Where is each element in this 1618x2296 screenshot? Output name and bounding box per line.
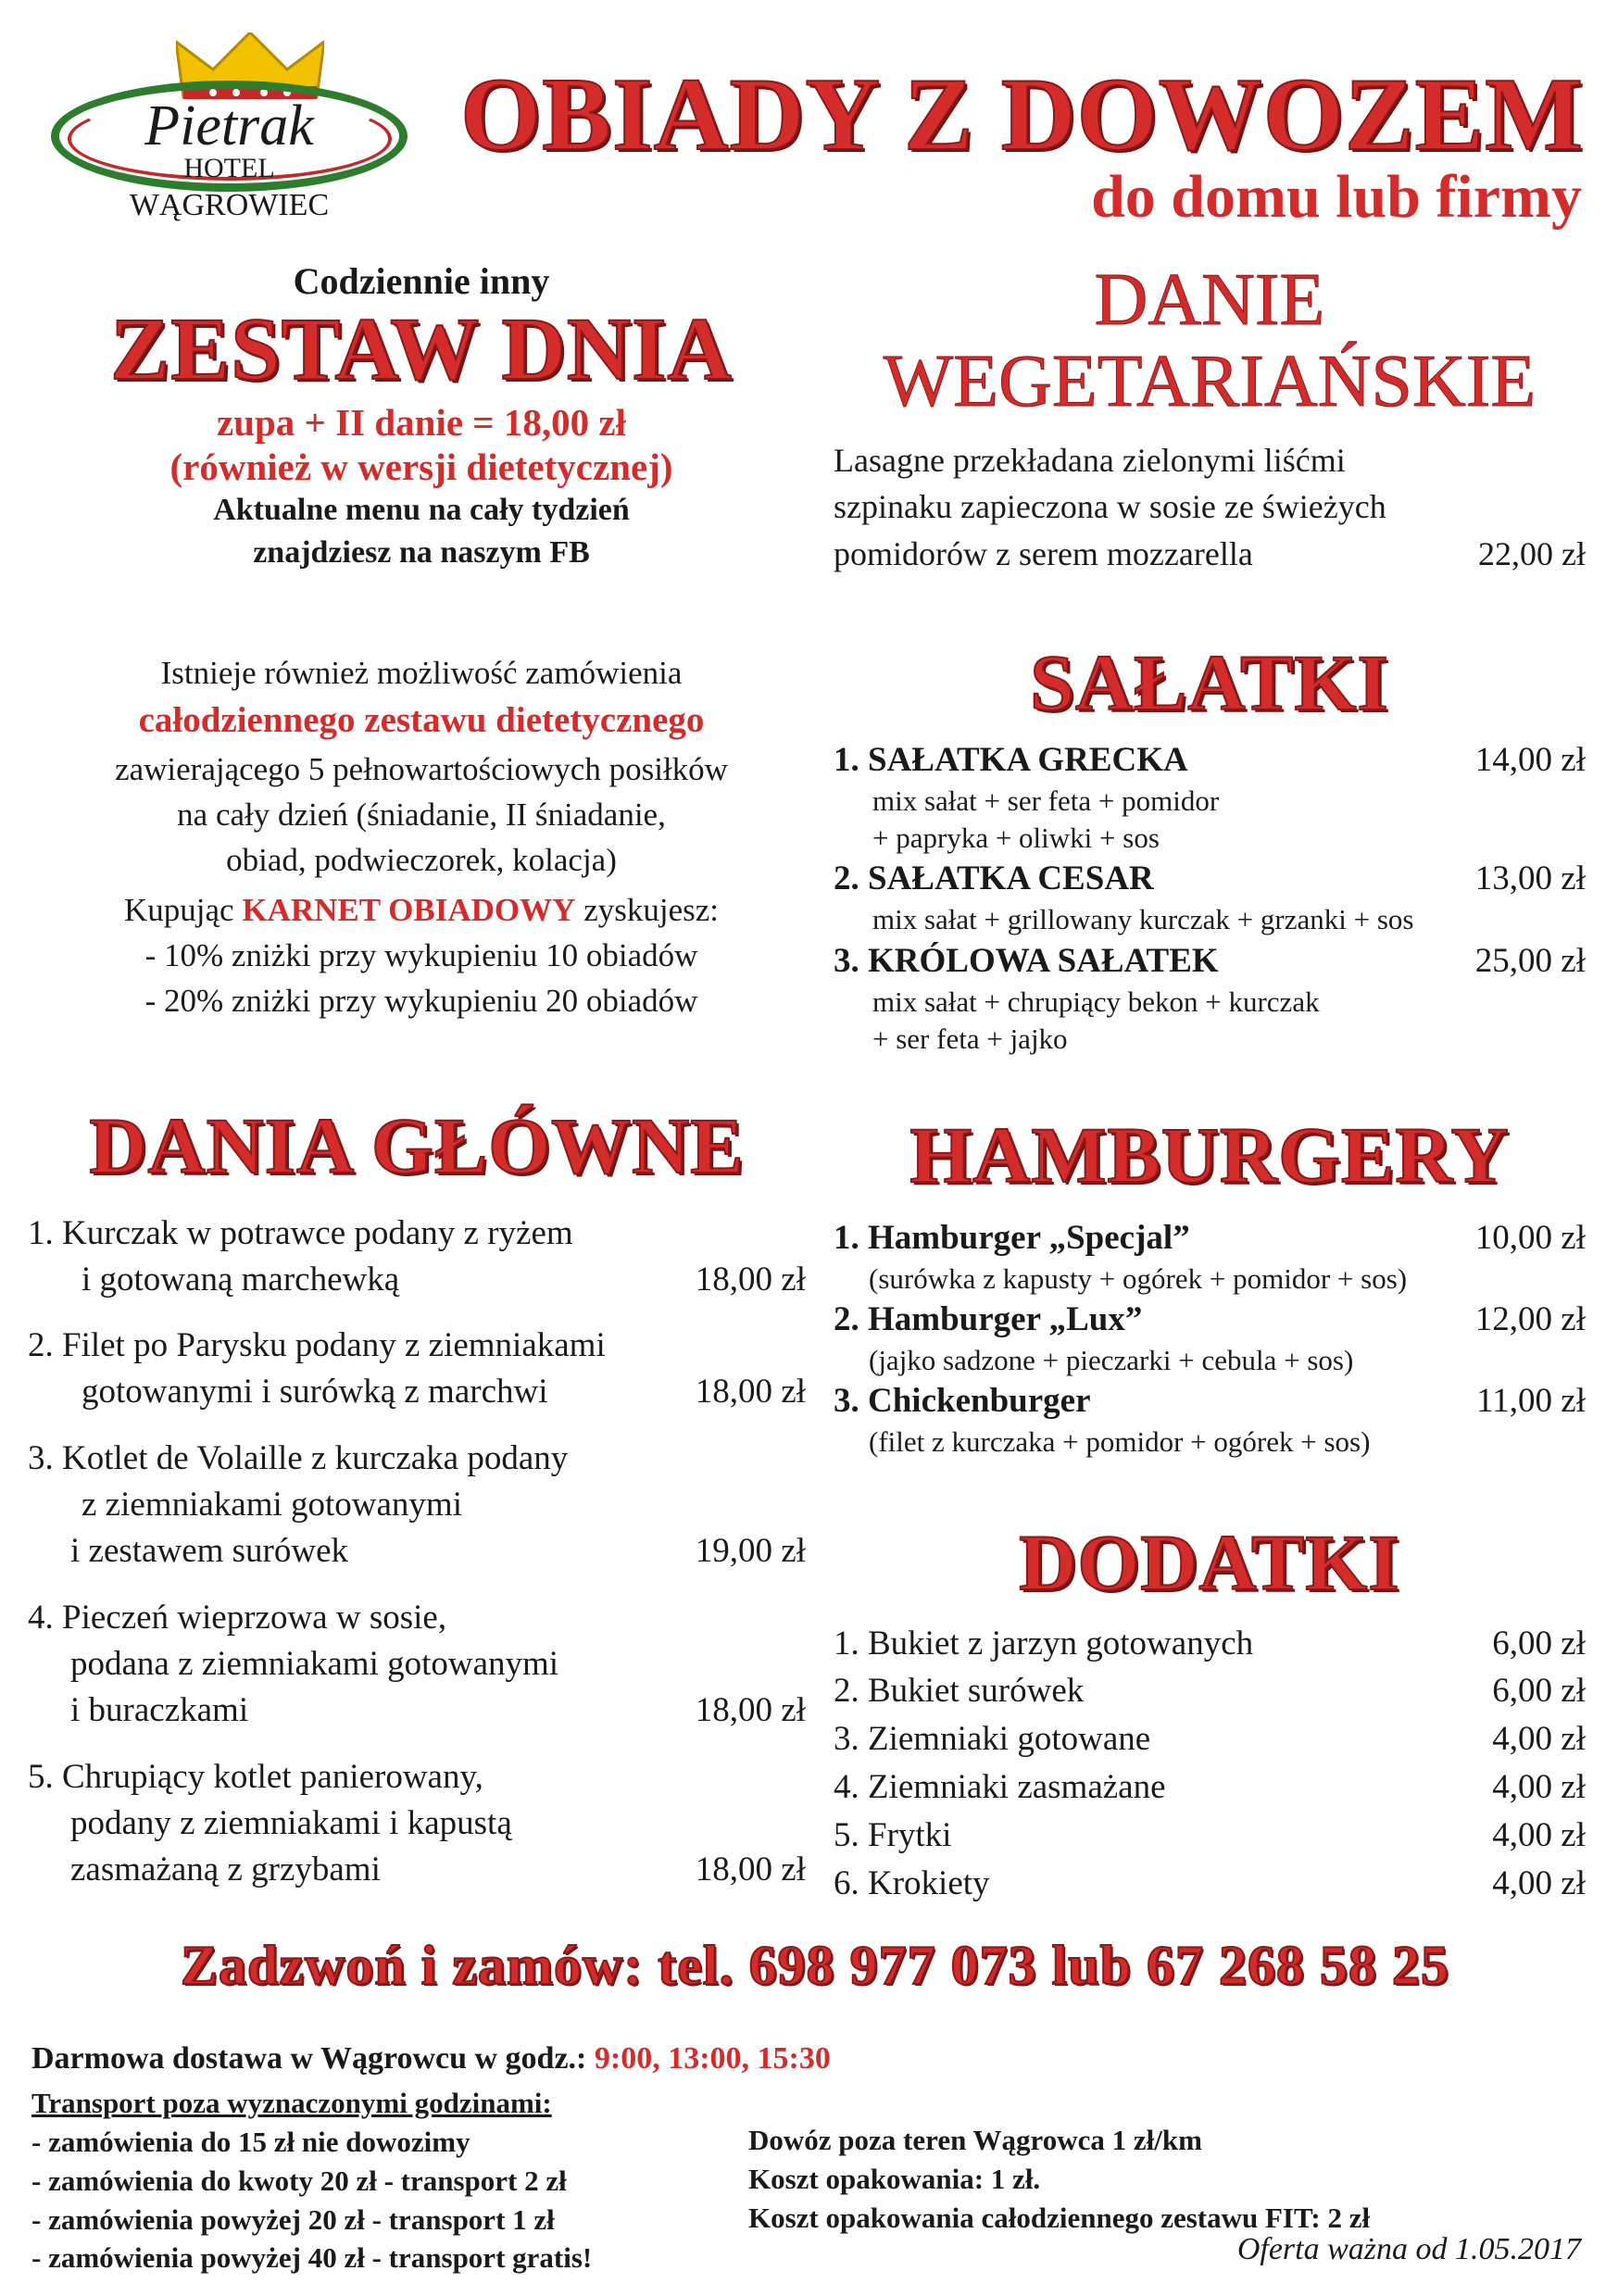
diet-line-2: zawierającego 5 pełnowartościowych posiłków [115, 750, 728, 787]
burger-price: 12,00 zł [1474, 1299, 1586, 1338]
burger-name: 1. Hamburger „Specjal” [834, 1218, 1190, 1257]
burger-item-1 [834, 1216, 1586, 1298]
main-dish-line: 1. Kurczak w potrawce podany z ryżem [28, 1213, 573, 1252]
burgers-section [834, 1111, 1586, 1462]
zestaw-price: zupa + II danie = 18,00 zł [217, 400, 626, 444]
zestaw-diet: (również w wersji dietetycznej) [169, 445, 673, 488]
extra-name: 5. Frytki [834, 1815, 952, 1854]
main-dish-5 [28, 1754, 806, 1893]
transport-rule: - zamówienia powyżej 40 zł - transport gratis! [31, 2241, 593, 2275]
extra-item [834, 1860, 1586, 1908]
main-dish-2 [28, 1323, 806, 1415]
transport-section [31, 2084, 735, 2277]
main-dish-line: 3. Kotlet de Volaille z kurczaka podany [28, 1439, 569, 1478]
salad-desc: mix sałat + grillowany kurczak + grzanki + sos [872, 903, 1414, 936]
extra-name: 3. Ziemniaki gotowane [834, 1720, 1151, 1759]
main-dishes-title: DANIA GŁÓWNE [89, 1101, 745, 1190]
hotel-logo [51, 32, 412, 232]
transport-title: Transport poza wyznaczonymi godzinami: [31, 2087, 552, 2119]
extra-item [834, 1620, 1586, 1668]
extra-price: 6,00 zł [1492, 1672, 1586, 1711]
salad-price: 14,00 zł [1474, 740, 1586, 779]
diet-section [28, 650, 815, 883]
costs-section [748, 2121, 1582, 2238]
main-dish-price: 18,00 zł [695, 1850, 806, 1888]
salads-title: SAŁATKI [1030, 638, 1389, 727]
karnet-post: zyskujesz: [575, 892, 719, 928]
burger-name: 3. Chickenburger [834, 1382, 1091, 1421]
salad-item-1 [834, 738, 1586, 858]
extras-title: DODATKI [1019, 1518, 1400, 1607]
vege-line-3-text: pomidorów z serem mozzarella [834, 534, 1253, 572]
vege-title-1: DANIE [1094, 259, 1325, 341]
vege-line-1: Lasagne przekładana zielonymi liśćmi [834, 442, 1346, 479]
diet-line-4: obiad, podwieczorek, kolacja) [226, 841, 617, 878]
main-dish-line: i buraczkami [70, 1691, 249, 1730]
salad-price: 25,00 zł [1474, 941, 1586, 980]
main-dish-price: 18,00 zł [695, 1373, 806, 1411]
main-dish-1 [28, 1211, 806, 1303]
logo-hotel: HOTEL [183, 153, 275, 183]
zestaw-title: ZESTAW DNIA [110, 299, 733, 398]
salad-item-2 [834, 857, 1586, 938]
karnet-pre: Kupując [124, 892, 243, 928]
burger-desc: (surówka z kapusty + ogórek + pomidor + sos) [869, 1261, 1408, 1295]
main-dish-line: gotowanymi i surówką z marchwi [82, 1373, 548, 1411]
main-dish-line: i gotowaną marchewką [82, 1260, 400, 1299]
karnet-discount-1: - 10% zniżki przy wykupieniu 10 obiadów [144, 937, 698, 973]
zestaw-menu-1: Aktualne menu na cały tydzień [213, 492, 630, 527]
salad-desc: mix sałat + chrupiący bekon + kurczak [872, 985, 1320, 1018]
extra-price: 6,00 zł [1492, 1624, 1586, 1662]
salad-desc: + ser feta + jajko [872, 1023, 1068, 1056]
main-dish-price: 19,00 zł [695, 1532, 806, 1571]
page-title: OBIADY Z DOWOZEM [460, 57, 1584, 172]
burger-price: 10,00 zł [1474, 1218, 1586, 1257]
transport-rule: - zamówienia powyżej 20 zł - transport 1 zł [31, 2202, 555, 2236]
extra-price: 4,00 zł [1492, 1815, 1586, 1854]
delivery-label: Darmowa dostawa w Wągrowcu w godz.: [31, 2041, 595, 2076]
cost-line: Koszt opakowania: 1 zł. [748, 2162, 1041, 2195]
main-dish-line: podana z ziemniakami gotowanymi [70, 1645, 559, 1684]
burger-desc: (filet z kurczaka + pomidor + ogórek + sos) [869, 1425, 1371, 1459]
diet-line-1: Istnieje również możliwość zamówienia [160, 655, 683, 691]
main-dish-line: z ziemniakami gotowanymi [82, 1486, 462, 1524]
logo-name: Pietrak [144, 94, 314, 157]
transport-rule: - zamówienia do kwoty 20 zł - transport 2 zł [31, 2164, 567, 2197]
burgers-title: HAMBURGERY [909, 1110, 1510, 1199]
extra-price: 4,00 zł [1492, 1863, 1586, 1902]
main-dish-line: i zestawem surówek [70, 1532, 349, 1571]
transport-rule: - zamówienia do 15 zł nie dowozimy [31, 2125, 470, 2158]
burger-name: 2. Hamburger „Lux” [834, 1299, 1143, 1338]
salad-name: 2. SAŁATKA CESAR [834, 859, 1154, 898]
burger-item-3 [834, 1379, 1586, 1461]
logo-city: WĄGROWIEC [129, 188, 330, 222]
burger-item-2 [834, 1298, 1586, 1379]
vege-line-3 [834, 531, 1586, 577]
extra-name: 2. Bukiet surówek [834, 1672, 1085, 1711]
vege-line-2: szpinaku zapieczona w sosie ze świeżych [834, 488, 1386, 526]
vege-price: 22,00 zł [1478, 534, 1586, 572]
burger-price: 11,00 zł [1476, 1382, 1586, 1421]
extra-item [834, 1715, 1586, 1763]
main-dish-4 [28, 1595, 806, 1734]
diet-highlight: całodziennego zestawu dietetycznego [138, 700, 705, 740]
main-dish-line: 4. Pieczeń wieprzowa w sosie, [28, 1599, 447, 1637]
main-dish-price: 18,00 zł [695, 1260, 806, 1299]
salad-name: 1. SAŁATKA GRECKA [834, 740, 1188, 779]
karnet-section [28, 887, 815, 1023]
main-dish-3 [28, 1436, 806, 1575]
main-dishes-section [28, 1102, 806, 1906]
cost-line: Dowóz poza teren Wągrowca 1 zł/km [748, 2124, 1202, 2156]
extra-price: 4,00 zł [1492, 1767, 1586, 1806]
extra-item [834, 1667, 1586, 1715]
phone-cta: Zadzwoń i zamów: tel. 698 977 073 lub 67 268 58 25 [181, 1935, 1449, 1996]
main-dish-line: 5. Chrupiący kotlet panierowany, [28, 1757, 483, 1796]
zestaw-menu-2: znajdziesz na naszym FB [253, 534, 590, 570]
karnet-name: KARNET OBIADOWY [242, 892, 576, 928]
karnet-discount-2: - 20% zniżki przy wykupieniu 20 obiadów [144, 983, 698, 1019]
extra-name: 1. Bukiet z jarzyn gotowanych [834, 1624, 1254, 1662]
salad-price: 13,00 zł [1474, 859, 1586, 898]
extra-name: 6. Krokiety [834, 1863, 990, 1902]
diet-line-3: na cały dzień (śniadanie, II śniadanie, [177, 796, 666, 833]
salad-desc: mix sałat + ser feta + pomidor [872, 784, 1220, 817]
burger-desc: (jajko sadzone + pieczarki + cebula + sos) [869, 1344, 1354, 1377]
extra-item [834, 1763, 1586, 1812]
zestaw-intro: Codziennie inny [293, 260, 550, 302]
salads-section [834, 639, 1586, 1058]
salad-name: 3. KRÓLOWA SAŁATEK [834, 941, 1219, 980]
extra-price: 4,00 zł [1492, 1720, 1586, 1759]
main-dish-line: podany z ziemniakami i kapustą [70, 1803, 512, 1842]
extras-section [834, 1519, 1586, 1907]
zestaw-section [28, 259, 815, 574]
offer-valid: Oferta ważna od 1.05.2017 [1236, 2232, 1581, 2266]
delivery-hours: 9:00, 13:00, 15:30 [594, 2041, 831, 2076]
delivery-line [31, 2038, 831, 2080]
main-dish-price: 18,00 zł [695, 1691, 806, 1730]
extra-name: 4. Ziemniaki zasmażane [834, 1767, 1166, 1806]
karnet-line [28, 887, 815, 933]
extra-item [834, 1812, 1586, 1860]
vege-title-2: WEGETARIAŃSKIE [883, 341, 1536, 422]
cost-line: Koszt opakowania całodziennego zestawu FIT: 2 zł [748, 2201, 1371, 2234]
main-dish-line: 2. Filet po Parysku podany z ziemniakami [28, 1326, 606, 1365]
salad-desc: + papryka + oliwki + sos [872, 821, 1160, 854]
salad-item-3 [834, 939, 1586, 1059]
main-dish-line: zasmażaną z grzybami [70, 1850, 381, 1888]
vege-section [834, 259, 1586, 577]
page-subtitle: do domu lub firmy [1091, 163, 1582, 231]
